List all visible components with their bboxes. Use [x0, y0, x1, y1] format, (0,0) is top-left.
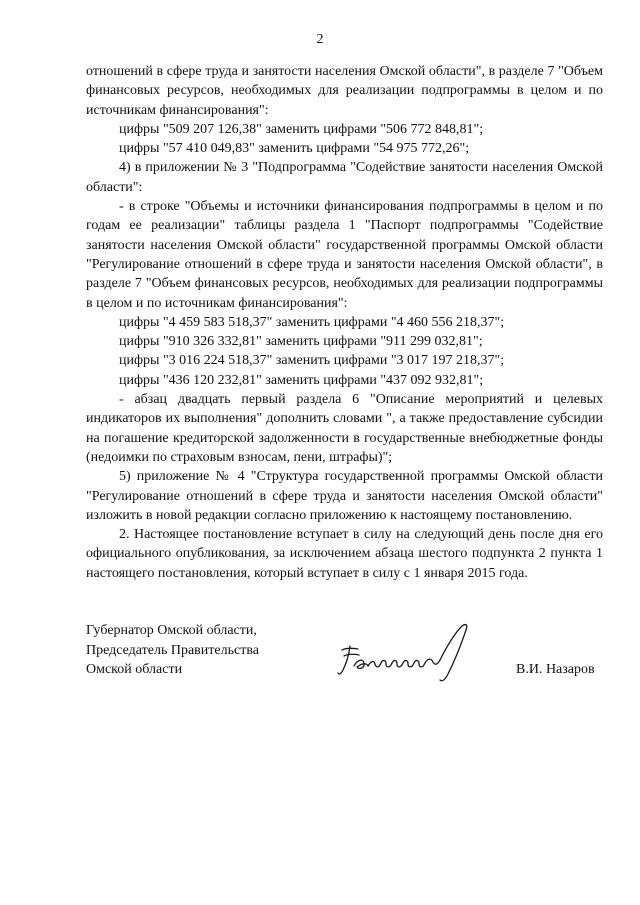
body-paragraph-1: отношений в сфере труда и занятости населения Омской области", в разделе 7 "Объем финансовых ресурсов, необходимых для реализации подпрограммы в целом и по источникам финансирования": [86, 64, 603, 118]
handwritten-signature [330, 618, 490, 690]
body-paragraph-10: - абзац двадцать первый раздела 6 "Описание мероприятий и целевых индикаторов их выполнения" дополнить словами ", а также предоставление субсидии на погашение кредиторской задолженности в государственные внебюджетные фонды (недоимки по страховым взносам, пени, штрафы)"; [86, 392, 603, 465]
body-paragraph-7: цифры "910 326 332,81" заменить цифрами "911 299 032,81"; [119, 334, 483, 350]
body-paragraph-11: 5) приложение № 4 "Структура государственной программы Омской области "Регулирование отношений в сфере труда и занятости населения Омской области" изложить в новой редакции согласно приложению к настоящему постановлению. [86, 469, 603, 523]
document-body [86, 62, 603, 583]
signatory-position [86, 621, 259, 680]
body-paragraph-9: цифры "436 120 232,81" заменить цифрами "437 092 932,81"; [119, 372, 484, 388]
signatory-position-line-2: Председатель Правительства [86, 642, 259, 658]
body-paragraph-12: 2. Настоящее постановление вступает в силу на следующий день после дня его официального опубликования, за исключением абзаца шестого подпункта 2 пункта 1 настоящего постановления, который вступает в силу с 1 января 2015 года. [86, 527, 603, 581]
body-paragraph-2: цифры "509 207 126,38" заменить цифрами "506 772 848,81"; [119, 121, 484, 137]
signatory-name: В.И. Назаров [516, 662, 595, 677]
body-paragraph-3: цифры "57 410 049,83" заменить цифрами "54 975 772,26"; [119, 141, 470, 157]
body-paragraph-5: - в строке "Объемы и источники финансирования подпрограммы в целом и по годам ее реализации" таблицы раздела 1 "Паспорт подпрограммы "Содействие занятости населения Омской области" государственной программы Омской области "Регулирование отношений в сфере труда и занятости населения Омской области", в разделе 7 "Объем финансовых ресурсов, необходимых для реализации подпрограммы в целом и по источникам финансирования": [86, 199, 603, 311]
body-paragraph-6: цифры "4 459 583 518,37" заменить цифрами "4 460 556 218,37"; [119, 314, 505, 330]
body-paragraph-4: 4) в приложении № 3 "Подпрограмма "Содействие занятости населения Омской области": [86, 160, 603, 195]
signatory-position-line-3: Омской области [86, 662, 183, 677]
signatory-position-line-1: Губернатор Омской области, [86, 623, 257, 638]
body-paragraph-8: цифры "3 016 224 518,37" заменить цифрами "3 017 197 218,37"; [119, 353, 505, 369]
page-number: 2 [316, 32, 324, 47]
